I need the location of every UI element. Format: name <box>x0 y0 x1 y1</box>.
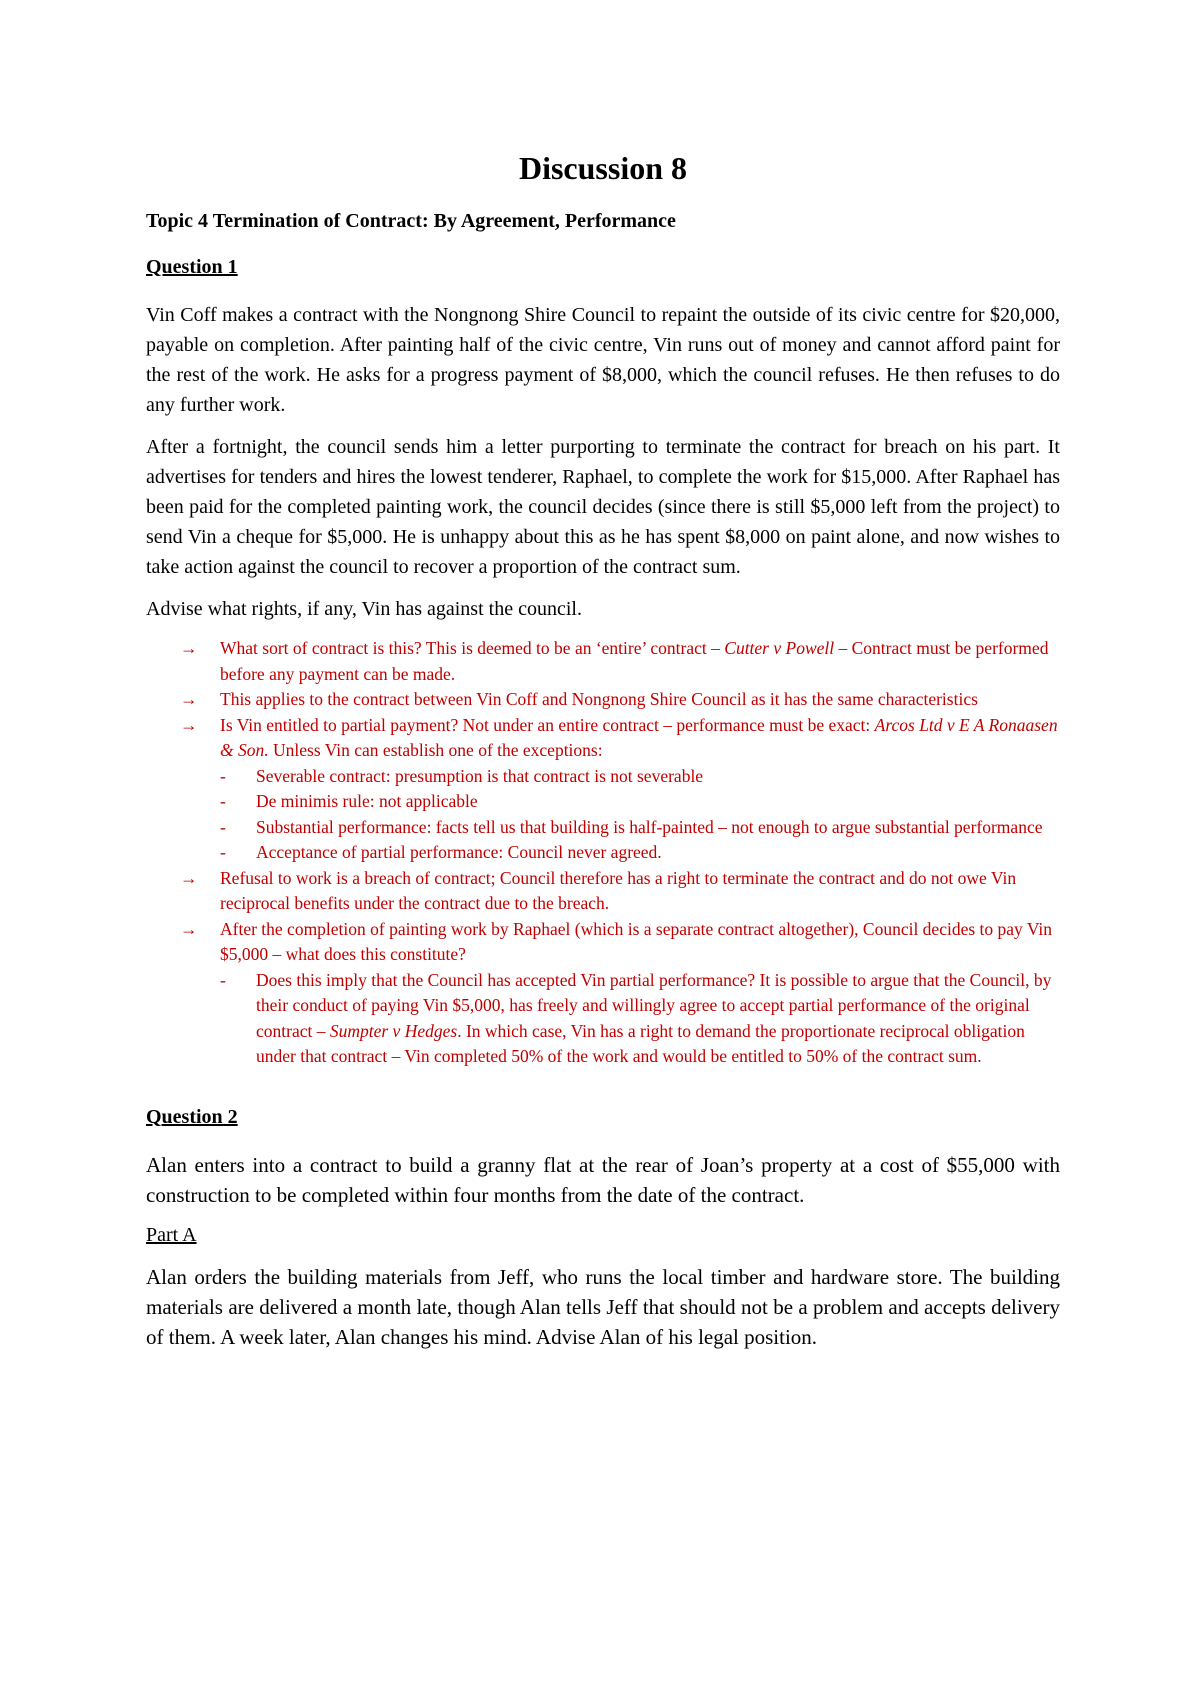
page-title: Discussion 8 <box>518 150 688 186</box>
q1-paragraph-2: After a fortnight, the council sends him a letter purporting to terminate the contract for breach on his part. It advertises for tenders and hires the lowest tenderer, Raphael, to complete the work for $15,000. After Raphael has been paid for the completed painting work, the council decides (since there is still $5,000 left from the project) to send Vin a cheque for $5,000. He is unhappy about this as he has spent $8,000 on paint alone, and now wishes to take action against the council to recover a proportion of the contract sum. <box>146 436 1060 578</box>
case-name-cutter-v-powell: Cutter v Powell <box>724 638 835 658</box>
answer-3-text-end: Unless Vin can establish one of the exceptions: <box>268 740 603 760</box>
answer-item-2 <box>146 687 1060 713</box>
arrow-icon: → <box>180 714 198 735</box>
arrow-icon: → <box>180 867 198 888</box>
answer-item-1 <box>146 636 1060 687</box>
topic-heading: Topic 4 Termination of Contract: By Agreement, Performance <box>146 210 676 232</box>
q2-paragraph-2: Alan orders the building materials from Jeff, who runs the local timber and hardware store. The building materials are delivered a month late, though Alan tells Jeff that should not be a problem and accepts delivery of them. A week later, Alan changes his mind. Advise Alan of his legal position. <box>146 1264 1060 1349</box>
answer-4-text: Refusal to work is a breach of contract; Council therefore has a right to terminate the contract and do not owe Vin reciprocal benefits under the contract due to the breach. <box>220 867 1017 913</box>
question-2-heading: Question 2 <box>146 1105 238 1128</box>
case-name-sumpter-v-hedges: Sumpter v Hedges <box>329 1020 458 1041</box>
exception-item <box>220 789 1060 815</box>
document-page <box>146 148 1060 1364</box>
q1-answer-list <box>146 636 1060 1070</box>
case-name-arcos: Arcos Ltd v E A Ronaasen & Son. <box>220 714 1058 760</box>
answer-item-3 <box>146 713 1060 866</box>
q2-paragraph-1: Alan enters into a contract to build a granny flat at the rear of Joan’s property at a cost of $55,000 with construction to be completed within four months from the date of the contract. <box>146 1152 1060 1207</box>
answer-2-text: This applies to the contract between Vin Coff and Nongnong Shire Council as it has the same characteristics <box>220 689 978 709</box>
answer-item-5 <box>146 917 1060 1070</box>
dash-icon: - <box>220 842 226 862</box>
answer-1-text: What sort of contract is this? This is deemed to be an ‘entire’ contract – <box>220 638 725 658</box>
exception-item <box>220 815 1060 841</box>
dash-icon: - <box>220 765 226 786</box>
question-1-heading: Question 1 <box>146 256 238 278</box>
answer-3-text: Is Vin entitled to partial payment? Not under an entire contract – performance must be exact: <box>220 714 875 735</box>
exception-text: Severable contract: presumption is that contract is not severable <box>256 765 704 786</box>
arrow-icon: → <box>180 918 198 939</box>
exception-item <box>220 840 1060 866</box>
exception-text: Substantial performance: facts tell us that building is half-painted – not enough to argue substantial performance <box>256 816 1043 837</box>
exception-item <box>220 764 1060 790</box>
dash-icon: - <box>220 969 226 990</box>
answer-5-sublist <box>220 968 1060 1070</box>
q1-paragraph-3: Advise what rights, if any, Vin has against the council. <box>146 598 582 620</box>
arrow-icon: → <box>180 689 198 709</box>
answer-5-subitem <box>220 968 1060 1070</box>
q1-paragraph-1: Vin Coff makes a contract with the Nongnong Shire Council to repaint the outside of its civic centre for $20,000, payable on completion. After painting half of the civic centre, Vin runs out of money and cannot afford paint for the rest of the work. He asks for a progress payment of $8,000, which the council refuses. He then refuses to do any further work. <box>146 304 1060 416</box>
arrow-icon: → <box>180 638 198 658</box>
exception-text: Acceptance of partial performance: Council never agreed. <box>256 842 662 862</box>
dash-icon: - <box>220 791 226 811</box>
dash-icon: - <box>220 816 226 837</box>
exception-text: De minimis rule: not applicable <box>256 791 478 811</box>
answer-5-subitem-text: Does this imply that the Council has accepted Vin partial performance? It is possible to argue that the Council, by their conduct of paying Vin $5,000, has freely and willingly agree to accept partial performance of the original contract – <box>256 969 1052 1041</box>
answer-1-text-end: – Contract must be performed before any payment can be made. <box>220 638 1049 684</box>
answer-5-subitem-text-end: . In which case, Vin has a right to demand the proportionate reciprocal obligation under that contract – Vin completed 50% of the work and would be entitled to 50% of the contract sum. <box>256 1020 1025 1066</box>
part-a-heading: Part A <box>146 1223 197 1246</box>
exceptions-list <box>220 764 1060 866</box>
answer-5-text: After the completion of painting work by Raphael (which is a separate contract altogether), Council decides to pay Vin $5,000 – what does this constitute? <box>220 918 1053 964</box>
answer-item-4 <box>146 866 1060 917</box>
